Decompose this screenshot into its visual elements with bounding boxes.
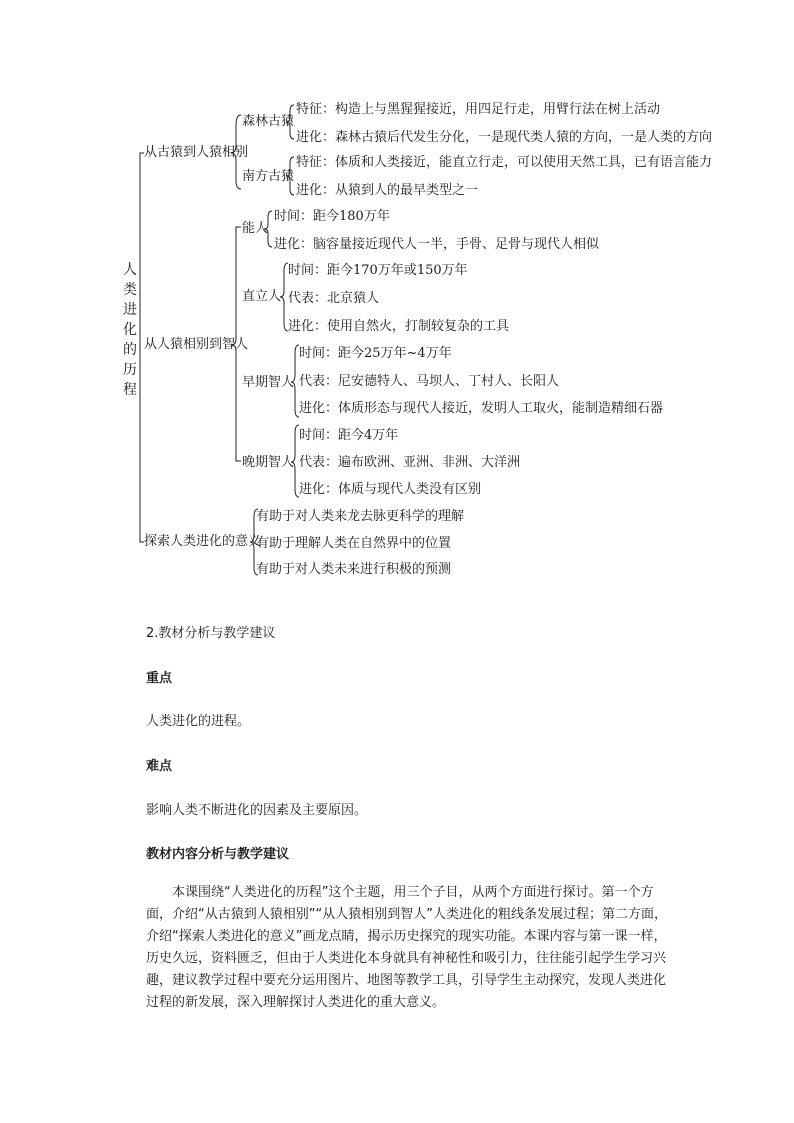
erectus-time: 时间：距今170万年或150万年	[288, 263, 468, 278]
early-sapiens-evolution: 进化：体质形态与现代人接近，发明人工取火，能制造精细石器	[299, 401, 664, 416]
late-sapiens-rep: 代表：遍布欧洲、亚洲、非洲、大洋洲	[299, 455, 521, 470]
branch2-label: 从人猿相别到智人	[144, 337, 249, 352]
difficulty-text: 影响人类不断进化的因素及主要原因。	[146, 803, 368, 818]
habilis-label: 能人	[242, 221, 269, 236]
analysis-paragraph: 本课围绕“人类进化的历程”这个主题，用三个子目，从两个方面进行探讨。第一个方面，介绍“从古猿到人猿相别”“从人猿相别到智人”人类进化的粗线条发展过程；第二方面，介绍“探索人类进化的意义”画龙点睛，揭示历史探究的现实功能。本课内容与第一课一样，历史久远，资料匮乏，但由于人类进化本身就具有神秘性和吸引力，往往能引起学生学习兴趣，建议教学过程中要充分运用图片、地图等教学工具，引导学生主动探究，发现人类进化过程的新发展，深入理解探讨人类进化的重大意义。	[146, 885, 667, 1010]
southern-ape-label: 南方古猿	[242, 169, 295, 184]
erectus-label: 直立人	[242, 289, 282, 304]
southern-ape-evolution: 进化：从猿到人的最早类型之一	[296, 183, 479, 198]
forest-ape-feature: 特征：构造上与黑猩猩接近，用四足行走，用臂行法在树上活动	[296, 102, 661, 117]
key-point-text: 人类进化的进程。	[146, 714, 251, 729]
significance-item-1: 有助于对人类来龙去脉更科学的理解	[256, 509, 465, 524]
difficulty-title: 难点	[146, 759, 173, 774]
analysis-title: 教材内容分析与教学建议	[146, 847, 290, 862]
habilis-time: 时间：距今180万年	[274, 209, 390, 224]
late-sapiens-label: 晚期智人	[242, 455, 295, 470]
branch1-label: 从古猿到人猿相别	[144, 145, 249, 160]
evolution-tree-diagram	[110, 95, 713, 585]
root-label-text: 人类进化的历程	[123, 262, 137, 398]
early-sapiens-rep: 代表：尼安德特人、马坝人、丁村人、长阳人	[299, 374, 560, 389]
key-point-title: 重点	[146, 671, 173, 686]
significance-item-2: 有助于理解人类在自然界中的位置	[256, 536, 452, 551]
branch3-label: 探索人类进化的意义	[144, 534, 262, 549]
erectus-evolution: 进化：使用自然火，打制较复杂的工具	[288, 319, 510, 334]
section-heading: 2.教材分析与教学建议	[146, 626, 276, 641]
early-sapiens-label: 早期智人	[242, 375, 295, 390]
late-sapiens-time: 时间：距今4万年	[299, 428, 399, 443]
habilis-evolution: 进化：脑容量接近现代人一半，手骨、足骨与现代人相似	[274, 237, 600, 252]
early-sapiens-time: 时间：距今25万年~4万年	[299, 346, 452, 361]
forest-ape-label: 森林古猿	[242, 114, 295, 129]
forest-ape-evolution: 进化：森林古猿后代发生分化，一是现代类人猿的方向，一是人类的方向	[296, 130, 713, 145]
significance-item-3: 有助于对人类未来进行积极的预测	[256, 562, 452, 577]
root-label	[122, 260, 138, 400]
erectus-rep: 代表：北京猿人	[288, 291, 380, 306]
southern-ape-feature: 特征：体质和人类接近，能直立行走，可以使用天然工具，已有语言能力	[296, 155, 713, 170]
late-sapiens-evolution: 进化：体质与现代人类没有区别	[299, 482, 482, 497]
